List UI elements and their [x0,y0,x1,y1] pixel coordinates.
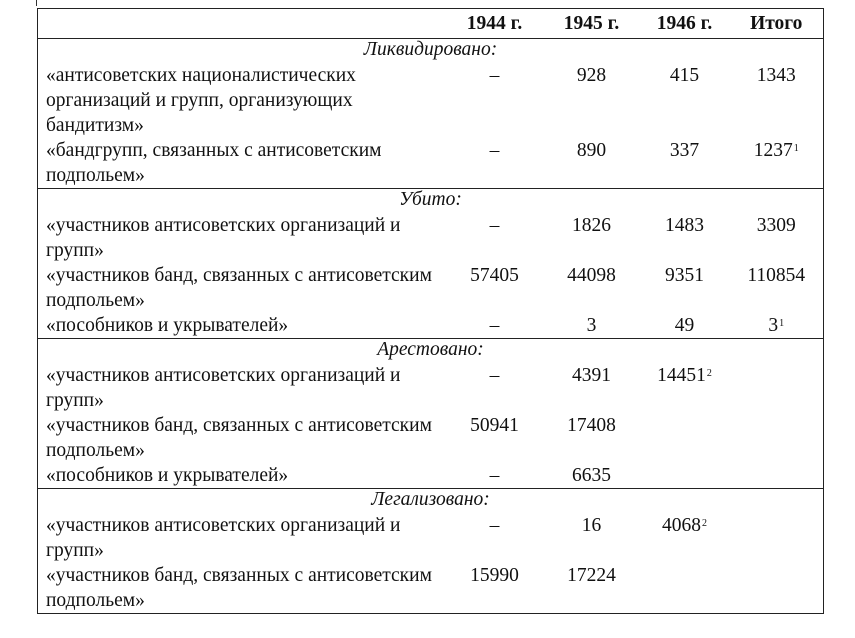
row-label: «участников банд, связанных с антисоветским подпольем» [46,565,432,611]
cell-1945: 44098 [567,265,616,286]
value-1946: 49 [674,315,695,336]
cell-1944: 57405 [470,265,519,286]
footnote-marker: 2 [706,368,712,379]
header-total: Итого [750,12,803,34]
cell-1944: – [489,465,500,486]
table-row [38,563,824,614]
row-label: «пособников и укрывателей» [46,465,289,486]
footnote-marker: 2 [702,518,707,529]
statistics-table [37,8,824,614]
cell-total [730,513,824,563]
cell-1945: 17408 [567,415,616,436]
table-header [38,9,824,39]
table-row [38,263,824,313]
cell-1944: 50941 [470,415,519,436]
header-1945: 1945 г. [563,12,620,34]
cell-1946 [640,513,730,563]
row-label: «участников антисоветских организаций и групп» [46,365,401,411]
section-header-row [38,39,824,64]
value-1946: 14451 [657,365,706,386]
cell-total [730,363,824,413]
value-total: 1237 [753,140,793,161]
value-total: 110854 [747,265,806,286]
cell-1945: 4391 [572,365,611,386]
value-1946: 9351 [665,265,704,286]
cell-1946 [640,263,730,313]
header-1946: 1946 г. [656,12,713,34]
cell-1946 [640,363,730,413]
table-body [38,39,824,614]
value-total: 3309 [756,215,796,236]
table-row [38,313,824,339]
cell-1944: – [489,65,500,86]
cell-1945: 928 [576,65,607,86]
cell-total [730,213,824,263]
section-header-row [38,489,824,514]
header-row [38,9,824,39]
footnote-marker: 1 [793,143,799,154]
row-label: «участников банд, связанных с антисоветским подпольем» [46,415,432,461]
section-header-row [38,189,824,214]
value-1946: 4068 [662,515,701,536]
cell-1945: 16 [581,515,602,536]
row-label: «антисоветских националистических организаций и групп, организующих бандитизм» [46,65,356,136]
value-total: 3 [768,315,779,336]
table-row [38,513,824,563]
section-header-row [38,339,824,364]
table-row [38,413,824,463]
cell-1946 [640,563,730,614]
cell-1944: – [489,140,500,161]
cell-total [730,413,824,463]
cell-total [730,263,824,313]
cell-1946 [640,213,730,263]
cell-total [730,63,824,138]
cell-total [730,563,824,614]
header-label [38,9,446,39]
cell-1944: – [489,365,500,386]
section-title: Легализовано: [371,489,490,510]
cell-total [730,463,824,489]
cell-1944: 15990 [470,565,519,586]
row-label: «участников банд, связанных с антисоветским подпольем» [46,265,432,311]
table-row [38,213,824,263]
cell-1945: 1826 [572,215,611,236]
cell-1944: – [489,215,500,236]
section-title: Арестовано: [377,339,484,360]
cell-1944: – [489,515,500,536]
row-label: «участников антисоветских организаций и групп» [46,515,401,561]
value-1946: 337 [669,140,700,161]
page-edge-mark [36,0,37,6]
cell-1945: 890 [576,140,607,161]
section-title: Убито: [399,189,462,210]
table-row [38,463,824,489]
cell-1946 [640,63,730,138]
header-1944: 1944 г. [466,12,523,34]
value-1946: 415 [669,65,700,86]
table-row [38,138,824,189]
cell-1945: 3 [586,315,597,336]
table-row [38,363,824,413]
section-title: Ликвидировано: [363,39,498,60]
value-1946: 1483 [665,215,704,236]
cell-total [730,313,824,339]
value-total: 1343 [756,65,796,86]
cell-1946 [640,463,730,489]
table-row [38,63,824,138]
cell-1945: 17224 [567,565,616,586]
row-label: «пособников и укрывателей» [46,315,289,336]
row-label: «бандгрупп, связанных с антисоветским подпольем» [46,140,382,186]
cell-total [730,138,824,189]
cell-1946 [640,138,730,189]
footnote-marker: 1 [779,318,785,329]
cell-1944: – [489,315,500,336]
cell-1946 [640,313,730,339]
cell-1946 [640,413,730,463]
row-label: «участников антисоветских организаций и групп» [46,215,401,261]
cell-1945: 6635 [572,465,611,486]
